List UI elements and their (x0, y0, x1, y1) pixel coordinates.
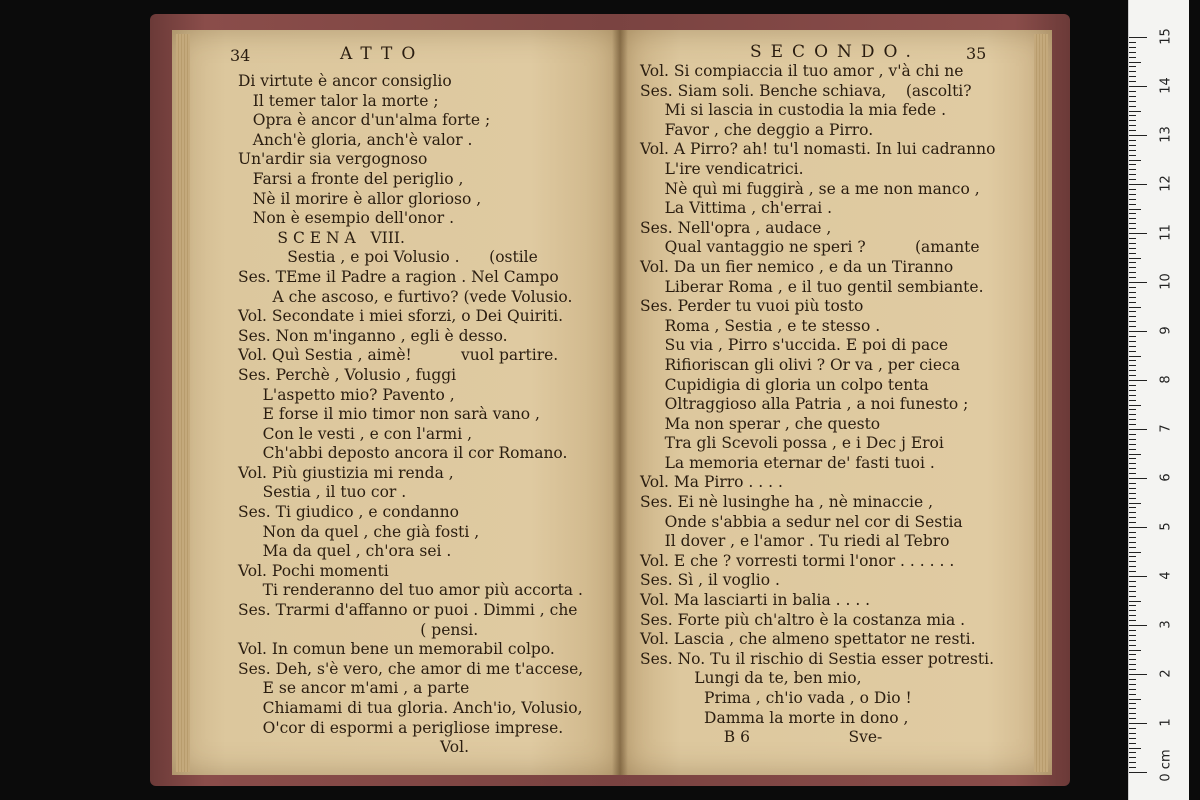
right-page-number: 35 (966, 44, 987, 63)
ruler-tick (1129, 645, 1136, 646)
left-page-line: Un'ardir sia vergognoso (238, 150, 428, 169)
ruler-tick (1129, 71, 1136, 72)
ruler-tick (1129, 331, 1147, 332)
ruler-tick (1129, 405, 1141, 406)
left-page-line: L'aspetto mio? Pavento , (238, 385, 455, 404)
left-page-line: Ti renderanno del tuo amor più accorta . (238, 581, 583, 600)
right-page-line: Roma , Sestia , e te stesso . (640, 316, 881, 335)
ruler-tick (1129, 395, 1136, 396)
ruler-tick (1129, 346, 1136, 347)
ruler-tick (1129, 223, 1136, 224)
left-page-line: Vol. Più giustizia mi renda , (238, 463, 454, 482)
ruler-label: 4 (1158, 571, 1174, 580)
ruler-label: 1 (1158, 718, 1174, 727)
left-page-line: A che ascoso, e furtivo? (vede Volusio. (238, 287, 573, 306)
ruler-tick (1129, 351, 1136, 352)
book-gutter (612, 30, 628, 775)
ruler-tick (1129, 96, 1136, 97)
left-page-line: Ses. Ti giudico , e condanno (238, 503, 459, 522)
ruler-label: 14 (1158, 77, 1174, 94)
right-page-line: Ses. Nell'opra , audace , (640, 218, 832, 237)
right-page-line: La Vittima , ch'errai . (640, 199, 833, 218)
ruler-tick (1129, 699, 1141, 700)
ruler-tick (1129, 233, 1147, 234)
left-page-line: Farsi a fronte del periglio , (238, 169, 464, 188)
ruler-tick (1129, 419, 1136, 420)
right-page-line: Ses. Ei nè lusinghe ha , nè minaccie , (640, 493, 934, 512)
ruler-tick (1129, 522, 1136, 523)
ruler-tick (1129, 316, 1136, 317)
ruler-tick (1129, 169, 1136, 170)
ruler-label: 9 (1158, 326, 1174, 335)
ruler-tick (1129, 468, 1136, 469)
ruler-label: 12 (1158, 175, 1174, 192)
ruler-label: 15 (1158, 28, 1174, 45)
left-page-line: Ma da quel , ch'ora sei . (238, 542, 452, 561)
ruler-tick (1129, 341, 1136, 342)
right-page-line: Prima , ch'io vada , o Dio ! (640, 689, 912, 707)
ruler-tick (1129, 106, 1136, 107)
ruler-tick (1129, 86, 1147, 87)
ruler-tick (1129, 434, 1136, 435)
ruler-tick (1129, 591, 1136, 592)
right-page-text (640, 62, 995, 748)
ruler-tick (1129, 659, 1136, 660)
ruler-tick (1129, 150, 1136, 151)
left-page-line: E forse il mio timor non sarà vano , (238, 405, 540, 424)
left-page-number: 34 (230, 46, 251, 65)
ruler-tick (1129, 140, 1136, 141)
ruler-tick (1129, 414, 1136, 415)
ruler-tick (1129, 723, 1147, 724)
ruler-label: 7 (1158, 424, 1174, 433)
left-page-edges (176, 34, 190, 772)
left-page-line: Vol. (238, 738, 469, 757)
right-page-edges (1034, 34, 1048, 772)
ruler-tick (1129, 62, 1141, 63)
ruler-tick (1129, 37, 1147, 38)
ruler-tick (1129, 571, 1136, 572)
left-page-line: ( pensi. (238, 620, 479, 639)
ruler-tick (1129, 537, 1136, 538)
right-page-line: Cupidigia di gloria un colpo tenta (640, 375, 929, 394)
ruler-label: 13 (1158, 126, 1174, 143)
ruler-tick (1129, 292, 1136, 293)
ruler-tick (1129, 370, 1136, 371)
ruler-tick (1129, 708, 1136, 709)
ruler-tick (1129, 307, 1141, 308)
left-page-line: Anch'è gloria, anch'è valor . (238, 130, 473, 149)
ruler-tick (1129, 199, 1136, 200)
left-running-head: ATTO (340, 44, 425, 64)
ruler-tick (1129, 375, 1136, 376)
left-page-line: Opra è ancor d'un'alma forte ; (238, 111, 491, 130)
ruler-tick (1129, 194, 1136, 195)
ruler-tick (1129, 703, 1136, 704)
ruler-tick (1129, 115, 1136, 116)
left-page-line: Vol. In comun bene un memorabil colpo. (238, 640, 555, 659)
ruler-tick (1129, 630, 1136, 631)
left-page-line: E se ancor m'ami , a parte (238, 679, 470, 698)
ruler-tick (1129, 336, 1136, 337)
ruler-tick (1129, 684, 1136, 685)
right-page-line: Lungi da te, ben mio, (640, 669, 862, 688)
ruler-tick (1129, 762, 1136, 763)
ruler-tick (1129, 282, 1147, 283)
left-page-line: Chiamami di tua gloria. Anch'io, Volusio, (238, 699, 583, 717)
ruler-tick (1129, 120, 1136, 121)
ruler-tick (1129, 488, 1136, 489)
right-page-line: Vol. E che ? vorresti tormi l'onor . . . . . . (640, 551, 955, 570)
ruler-tick (1129, 493, 1136, 494)
right-page-line: Mi si lascia in custodia la mia fede . (640, 101, 947, 120)
left-page-line: Con le vesti , e con l'armi , (238, 424, 473, 443)
ruler-tick (1129, 517, 1136, 518)
ruler-tick (1129, 752, 1136, 753)
ruler-label: 8 (1158, 375, 1174, 384)
ruler-tick (1129, 189, 1136, 190)
ruler-tick (1129, 635, 1136, 636)
ruler-tick (1129, 478, 1147, 479)
ruler-tick (1129, 654, 1136, 655)
left-page-line: Di virtute è ancor consiglio (238, 72, 452, 90)
ruler-tick (1129, 439, 1136, 440)
ruler-tick (1129, 213, 1136, 214)
ruler-tick (1129, 556, 1136, 557)
right-page-line: Damma la morte in dono , (640, 708, 909, 727)
ruler-tick (1129, 258, 1141, 259)
ruler-tick (1129, 483, 1136, 484)
right-page-line: Onde s'abbia a sedur nel cor di Sestia (640, 512, 963, 531)
ruler-tick (1129, 47, 1136, 48)
ruler-tick (1129, 625, 1147, 626)
ruler-tick (1129, 498, 1136, 499)
right-page-line: Nè quì mi fuggirà , se a me non manco , (640, 179, 980, 198)
ruler-tick (1129, 101, 1136, 102)
measurement-ruler (1128, 0, 1189, 800)
ruler-tick (1129, 689, 1136, 690)
ruler-tick (1129, 620, 1136, 621)
ruler-tick (1129, 81, 1136, 82)
ruler-tick (1129, 400, 1136, 401)
left-page-line: Sestia , e poi Volusio . (ostile (238, 248, 538, 267)
ruler-tick (1129, 596, 1136, 597)
ruler-tick (1129, 576, 1147, 577)
right-page-line: Vol. A Pirro? ah! tu'l nomasti. In lui cadranno (640, 140, 996, 159)
right-page-line: L'ire vendicatrici. (640, 159, 804, 178)
left-page-line: Ch'abbi deposto ancora il cor Romano. (238, 444, 568, 463)
left-page-line: Non da quel , che già fosti , (238, 522, 480, 541)
ruler-tick (1129, 76, 1136, 77)
ruler-tick (1129, 209, 1141, 210)
ruler-label: 2 (1158, 669, 1174, 678)
ruler-label: 0 cm (1158, 749, 1174, 782)
right-page-line: Vol. Da un fier nemico , e da un Tiranno (640, 257, 954, 276)
ruler-tick (1129, 738, 1136, 739)
ruler-label: 11 (1158, 224, 1174, 241)
right-page-line: Qual vantaggio ne speri ? (amante (640, 238, 980, 257)
ruler-tick (1129, 125, 1136, 126)
ruler-tick (1129, 605, 1136, 606)
ruler-tick (1129, 218, 1136, 219)
ruler-tick (1129, 145, 1136, 146)
ruler-label: 6 (1158, 473, 1174, 482)
ruler-tick (1129, 409, 1136, 410)
ruler-tick (1129, 542, 1136, 543)
ruler-tick (1129, 757, 1136, 758)
right-page-line: Vol. Ma Pirro . . . . (640, 473, 783, 492)
ruler-tick (1129, 267, 1136, 268)
right-page-line: Liberar Roma , e il tuo gentil sembiante. (640, 277, 984, 296)
right-page-line: La memoria eternar de' fasti tuoi . (640, 453, 935, 472)
left-page-line: Il temer talor la morte ; (238, 91, 439, 110)
right-page-line: Il dover , e l'amor . Tu riedi al Tebro (640, 532, 950, 551)
ruler-tick (1129, 228, 1136, 229)
ruler-tick (1129, 287, 1136, 288)
ruler-tick (1129, 664, 1136, 665)
ruler-tick (1129, 429, 1147, 430)
ruler-tick (1129, 302, 1136, 303)
ruler-tick (1129, 503, 1141, 504)
ruler-tick (1129, 743, 1136, 744)
ruler-tick (1129, 713, 1136, 714)
ruler-tick (1129, 130, 1136, 131)
right-page-line: Ses. Siam soli. Benche schiava, (ascolti? (640, 81, 972, 100)
ruler-tick (1129, 164, 1136, 165)
ruler-tick (1129, 91, 1136, 92)
left-page-line: Vol. Quì Sestia , aimè! vuol partire. (238, 346, 559, 365)
ruler-tick (1129, 243, 1136, 244)
ruler-tick (1129, 527, 1147, 528)
ruler-tick (1129, 277, 1136, 278)
ruler-tick (1129, 512, 1136, 513)
ruler-tick (1129, 248, 1136, 249)
ruler-label: 10 (1158, 273, 1174, 290)
right-page-line: Vol. Lascia , che almeno spettator ne resti. (640, 630, 976, 649)
right-page-line: Oltraggioso alla Patria , a noi funesto ; (640, 395, 969, 414)
left-page-line: Ses. Trarmi d'affanno or puoi . Dimmi , che (238, 601, 578, 620)
right-page-line: Favor , che deggio a Pirro. (640, 120, 874, 139)
ruler-tick (1129, 57, 1136, 58)
ruler-tick (1129, 52, 1136, 53)
ruler-tick (1129, 174, 1136, 175)
left-page-line: Vol. Secondate i miei sforzi, o Dei Quiriti. (238, 307, 564, 326)
left-page-line: Ses. Non m'inganno , egli è desso. (238, 326, 508, 345)
ruler-tick (1129, 532, 1136, 533)
right-page-line: Ses. Sì , il voglio . (640, 571, 780, 590)
ruler-tick (1129, 356, 1141, 357)
left-page-line: Sestia , il tuo cor . (238, 483, 407, 502)
left-page-text (238, 72, 583, 758)
ruler-tick (1129, 566, 1136, 567)
ruler-tick (1129, 184, 1147, 185)
left-page-line: S C E N A VIII. (238, 228, 405, 247)
ruler-tick (1129, 449, 1136, 450)
right-page-line: B 6 Sve- (640, 728, 883, 747)
ruler-tick (1129, 380, 1147, 381)
ruler-tick (1129, 615, 1136, 616)
ruler-tick (1129, 204, 1136, 205)
ruler-tick (1129, 552, 1141, 553)
right-page-line: Vol. Si compiaccia il tuo amor , v'à chi ne (640, 62, 964, 80)
ruler-tick (1129, 66, 1136, 67)
ruler-tick (1129, 694, 1136, 695)
right-page-line: Ses. Perder tu vuoi più tosto (640, 297, 864, 316)
ruler-tick (1129, 321, 1136, 322)
ruler-tick (1129, 772, 1147, 773)
right-page-line: Tra gli Scevoli possa , e i Dec j Eroi (640, 434, 944, 453)
ruler-tick (1129, 424, 1136, 425)
ruler-tick (1129, 311, 1136, 312)
ruler-tick (1129, 728, 1136, 729)
ruler-tick (1129, 669, 1136, 670)
ruler-tick (1129, 674, 1147, 675)
right-page-line: Rifioriscan gli olivi ? Or va , per cieca (640, 355, 960, 374)
right-page-line: Ses. Forte più ch'altro è la costanza mia . (640, 610, 966, 629)
ruler-tick (1129, 458, 1136, 459)
ruler-tick (1129, 650, 1141, 651)
ruler-tick (1129, 547, 1136, 548)
ruler-tick (1129, 179, 1136, 180)
right-running-head: SECONDO. (750, 42, 920, 62)
ruler-tick (1129, 111, 1141, 112)
ruler-tick (1129, 365, 1136, 366)
ruler-tick (1129, 463, 1136, 464)
ruler-label: 5 (1158, 522, 1174, 531)
ruler-tick (1129, 155, 1136, 156)
left-page-line: Ses. TEme il Padre a ragion . Nel Campo (238, 267, 559, 286)
ruler-tick (1129, 561, 1136, 562)
ruler-label: 3 (1158, 620, 1174, 629)
ruler-tick (1129, 473, 1136, 474)
left-page-line: Ses. Deh, s'è vero, che amor di me t'accese, (238, 659, 584, 678)
left-page-line: O'cor di espormi a perigliose imprese. (238, 718, 564, 737)
ruler-tick (1129, 326, 1136, 327)
ruler-tick (1129, 253, 1136, 254)
left-page-line: Vol. Pochi momenti (238, 561, 389, 580)
ruler-tick (1129, 679, 1136, 680)
ruler-tick (1129, 454, 1141, 455)
left-page-line: Nè il morire è allor glorioso , (238, 189, 482, 208)
right-page-line: Ses. No. Tu il rischio di Sestia esser potresti. (640, 649, 994, 668)
ruler-tick (1129, 238, 1136, 239)
ruler-tick (1129, 385, 1136, 386)
ruler-tick (1129, 640, 1136, 641)
left-page-line: Non è esempio dell'onor . (238, 209, 455, 228)
left-page-line: Ses. Perchè , Volusio , fuggi (238, 365, 457, 384)
ruler-tick (1129, 586, 1136, 587)
ruler-tick (1129, 272, 1136, 273)
ruler-tick (1129, 444, 1136, 445)
ruler-tick (1129, 610, 1136, 611)
ruler-tick (1129, 262, 1136, 263)
ruler-tick (1129, 733, 1136, 734)
right-page-line: Vol. Ma lasciarti in balia . . . . (640, 591, 871, 610)
ruler-tick (1129, 748, 1141, 749)
ruler-tick (1129, 135, 1147, 136)
ruler-tick (1129, 160, 1141, 161)
ruler-tick (1129, 601, 1141, 602)
ruler-tick (1129, 390, 1136, 391)
ruler-tick (1129, 581, 1136, 582)
ruler-tick (1129, 297, 1136, 298)
right-page-line: Su via , Pirro s'uccida. E poi di pace (640, 336, 949, 355)
ruler-tick (1129, 42, 1136, 43)
ruler-tick (1129, 718, 1136, 719)
ruler-tick (1129, 767, 1136, 768)
right-page-line: Ma non sperar , che questo (640, 414, 881, 433)
ruler-tick (1129, 507, 1136, 508)
ruler-tick (1129, 360, 1136, 361)
